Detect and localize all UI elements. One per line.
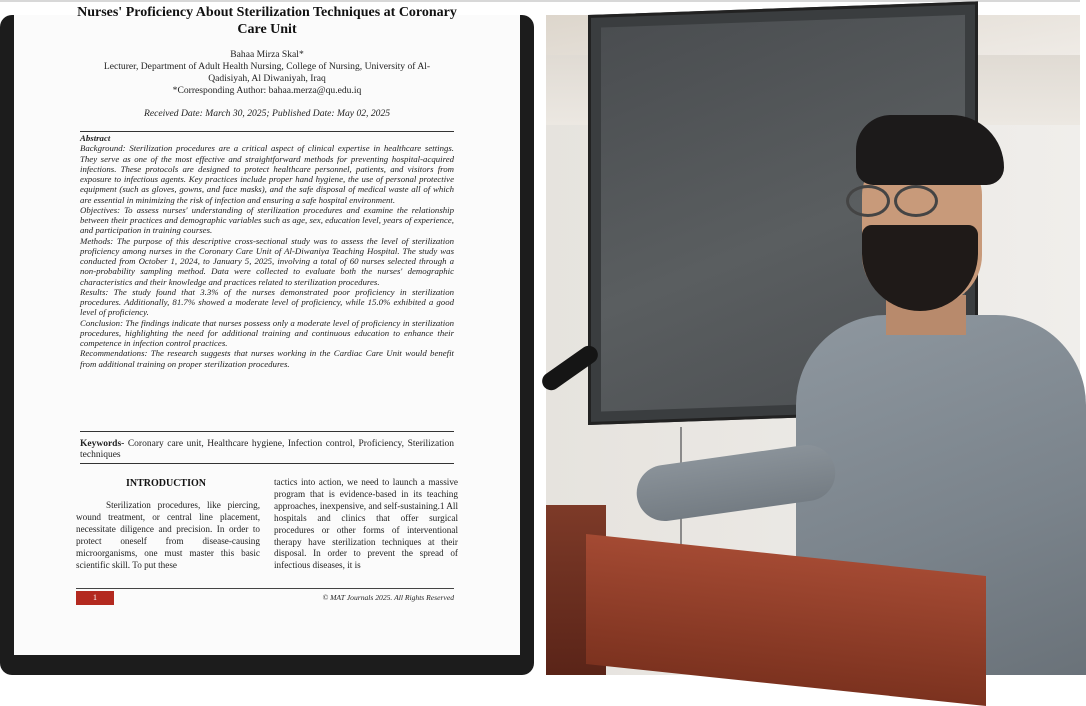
abstract-heading: Abstract <box>80 133 111 143</box>
abstract-methods: Methods: The purpose of this descriptive cross-sectional study was to assess the level of sterilization proficiency among nurses in the Coronary Care Unit of Al-Diwaniya Teaching Hospital. The study was conducted from October 1, 2024, to January 5, 2025, involving a total of 60 nurses selected through a non-probability sampling method. Data were collected to evaluate both the nurses' demographic characteristics and their knowledge and practices related to sterilization procedures. <box>80 235 454 287</box>
abstract-recommendations: Recommendations: The research suggests that nurses working in the Cardiac Care Unit would benefit from additional training on proper sterilization procedures. <box>80 348 454 369</box>
article-page <box>14 5 520 655</box>
abstract-results: Results: The study found that 3.3% of the nurses demonstrated poor proficiency in sterilization procedures. Additionally, 81.7% showed a moderate level of proficiency, while 15.0% exhibited a good level of proficiency. <box>80 286 454 318</box>
abstract-conclusion: Conclusion: The findings indicate that nurses possess only a moderate level of proficiency in sterilization procedures, highlighting the need for additional training and continuous education to enhance their competence in infection control practices. <box>80 317 454 348</box>
keywords-rule <box>80 463 454 464</box>
abstract-top-rule <box>80 131 454 132</box>
keywords-text: Coronary care unit, Healthcare hygiene, Infection control, Proficiency, Sterilization techniques <box>80 439 454 460</box>
article-author: Bahaa Mirza Skal* <box>230 49 304 60</box>
footer-rule <box>76 588 454 589</box>
intro-heading: INTRODUCTION <box>125 478 206 489</box>
glasses-icon <box>846 185 956 213</box>
page-number-badge: 1 <box>76 591 114 605</box>
speaker-photo-tile[interactable] <box>546 15 1080 675</box>
intro-col2-text: tactics into action, we need to launch a massive program that is evidence-based in its teaching approaches, inexpensive, and self-sustaining.1 All hospitals and clinics that offer surgical procedures or other forms of interventional therapy have sterilization techniques at their disposal. In order to prevent the spread of infectious diseases, it is <box>274 477 458 571</box>
article-title-line2: Care Unit <box>237 22 297 37</box>
article-title-line1: Nurses' Proficiency About Sterilization Techniques at Coronary <box>77 5 457 20</box>
keywords-label: Keywords- <box>80 439 125 449</box>
intro-col1-text: Sterilization procedures, like piercing, wound treatment, or central line placement, necessitate diligence and precision. In order to protect oneself from disease-causing microorganisms, one must master this basic scientific skill. To put these <box>76 500 260 570</box>
hair <box>856 115 1004 185</box>
intro-column-1 <box>76 500 260 571</box>
keywords <box>80 439 454 461</box>
abstract-block <box>80 133 454 369</box>
abstract-bottom-rule <box>80 431 454 432</box>
intro-column-2 <box>274 477 458 572</box>
corresponding-author: *Corresponding Author: bahaa.merza@qu.edu.iq <box>172 85 362 96</box>
copyright-text: © MAT Journals 2025. All Rights Reserved <box>322 593 454 602</box>
article-image-tile[interactable] <box>0 5 534 675</box>
article-affiliation-line2: Qadisiyah, Al Diwaniyah, Iraq <box>208 73 326 84</box>
top-divider <box>0 0 1080 2</box>
article-dates: Received Date: March 30, 2025; Published Date: May 02, 2025 <box>143 108 391 119</box>
article-affiliation-line1: Lecturer, Department of Adult Health Nursing, College of Nursing, University of Al- <box>103 61 431 72</box>
abstract-background: Background: Sterilization procedures are a critical aspect of clinical expertise in healthcare settings. They serve as one of the most effective and straightforward methods for preventing hospital-acquired infections. These protocols are designed to protect healthcare personnel, patients, and visitors from exposure to infectious agents. Key practices include proper hand hygiene, the use of personal protective equipment (such as gloves, gowns, and face masks), and the safe disposal of medical waste all of which are essential in minimizing the risk of infection and ensuring a safe hospital environment. <box>80 143 454 205</box>
abstract-objectives: Objectives: To assess nurses' understanding of sterilization procedures and examine the relationship between their practices and demographic variables such as age, sex, education level, years of experience, and participation in training courses. <box>80 204 454 236</box>
